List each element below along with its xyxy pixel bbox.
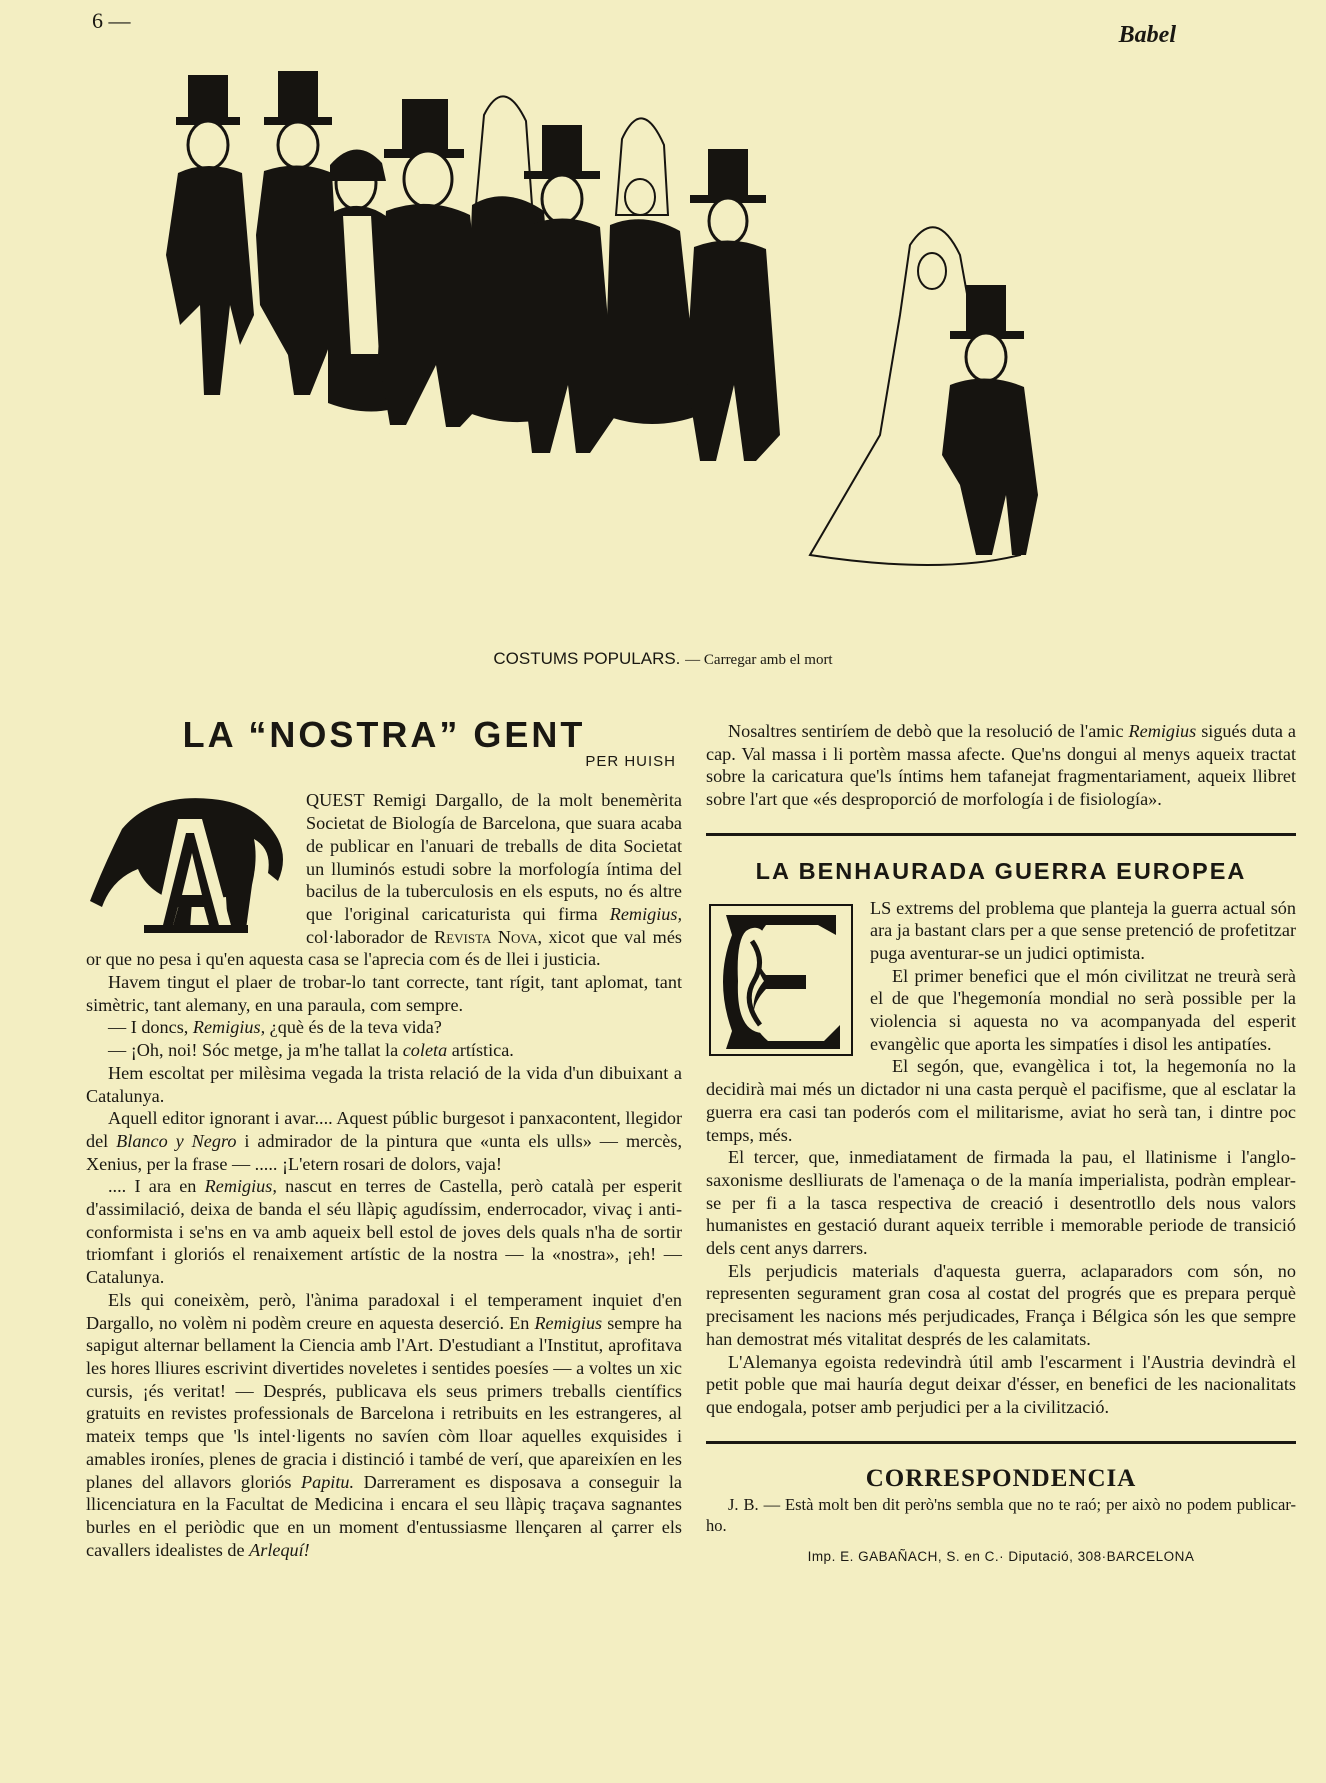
illustration-caption: [0, 649, 1326, 669]
article1-p3: [86, 1016, 682, 1039]
article1-p9: [706, 720, 1296, 811]
article1-p2: Havem tingut el plaer de trobar-lo tant correcte, tant rígit, tant aplomat, tant simètric, tant alemany, en una paraula, com sempre.: [86, 972, 682, 1015]
article1-p4-a: — ¡Oh, noi! Sóc metge, ja m'he tallat la: [108, 1040, 403, 1061]
article1-p6: [86, 1107, 682, 1175]
article1-p7-em: Remigius,: [204, 1176, 277, 1197]
article1-p8-em2: Papitu.: [300, 1471, 355, 1492]
correspondence-text: J. B. — Està molt ben dit però'ns sembla que no te raó; per això no podem publicar-ho.: [706, 1495, 1296, 1536]
article1-p1-em: Remigius,: [609, 903, 682, 924]
article1-p6-a: Aquell editor ignorant i avar.... Aquest públic burgesot i panxacontent, llegidor del: [86, 1108, 682, 1151]
elephant-letter-a-icon: [82, 789, 296, 939]
article1-p3-b: ¿què és de la teva vida?: [265, 1017, 442, 1038]
ornate-letter-e-icon: [706, 901, 856, 1059]
correspondence-title: CORRESPONDENCIA: [865, 1464, 1137, 1492]
article1-p8-c: Darrerament es disposava a conseguir la llicenciatura en la Facultat de Medicina i encara el seu llàpiç traçava sagnantes burles en el periòdic que en un moment d'entussiasme llençaren al çarrer els cavallers idealistes de: [86, 1471, 682, 1560]
article2-p4: El tercer, que, inmediatament de firmada la pau, el llatinisme i l'anglo-saxonisme deslliurats de l'amenaça o de la manía imperialista, podràn emplear-se per fi a la tasca respectiva de creació i desentrotllo dels nous valors humanistes en gestació durant aqueix terrible i memorable periode de transició dels cent anys darrers.: [706, 1147, 1296, 1259]
article-byline: PER HUISH: [585, 752, 676, 770]
article2-title: LA BENHAURADA GUERRA EUROPEA: [755, 857, 1247, 884]
article2-p3: El segón, que, evangèlica i tot, la hegemonía no la decidirà mai més un dictador ni una casta perquè el pacifisme, que al esclatar la guerra era casi tan poderós com el militarisme, aviat ho serà tan, i dintre poc temps, més.: [706, 1056, 1296, 1145]
article1-p7-a: .... I ara en: [108, 1176, 205, 1197]
article1-p8-em3: Arlequí!: [249, 1539, 310, 1560]
article1-p6-em: Blanco y Negro: [116, 1130, 237, 1151]
caricature-funeral-procession: [160, 55, 1160, 655]
article2-p2: El primer benefici que el món civilitzat ne treurà serà el de que l'hegemonía mondial no serà possible per la violencia si aquesta no va acompanyada del esperit evangèlic que aporta les simpatíes i disol les antipatíes.: [870, 965, 1296, 1054]
caption-sub: — Carregar amb el mort: [685, 652, 833, 668]
article1-p6-b: i admirador de la pintura que «unta els ulls» — mercès, Xenius, per la frase — ..... ¡L'etern rosari de dolors, vaja!: [86, 1130, 682, 1174]
article1-p3-a: — I doncs,: [108, 1017, 193, 1038]
article2-p1: LS extrems del problema que planteja la guerra actual són ara ja bastant clars per a que sense pretenció de profetitzar puga aventurar-se un judici optimista.: [870, 897, 1296, 963]
article2-p5: Els perjudicis materials d'aquesta guerra, aclaparadors com són, no representen segurament gran cosa al costat del progrés que es prepara perquè precisament les nacions més perjudicades, França i Bélgica són les que sempre han demostrat més vitalitat després de les calamitats.: [706, 1260, 1296, 1349]
article1-p8-em: Remigius: [534, 1312, 603, 1333]
article1-p1-sc: Revista Nova: [434, 926, 538, 947]
article-title: LA “NOSTRA” GENT: [182, 714, 586, 755]
article1-p7: [86, 1175, 682, 1289]
printer-imprint: Imp. E. GABAÑACH, S. en C.· Diputació, 308·BARCELONA: [807, 1549, 1195, 1565]
article1-p1-b: col·laborador de: [306, 926, 435, 947]
article1-p1: QUEST Remigi Dargallo, de la molt benemèrita Societat de Biología de Barcelona, que suara acaba de publicar en l'anuari de treballs de dita Societat un lluminós estudi sobre la morfología íntima del bacilus de la tuberculosis en els esputs, no és altre que l'original caricaturista qui firma: [306, 790, 682, 924]
article1-p4-em: coleta: [402, 1040, 448, 1061]
divider: [706, 833, 1296, 836]
article1-p9-em: Remigius: [1128, 721, 1197, 741]
article1-p3-em: Remigius,: [192, 1017, 266, 1038]
divider-2: [706, 1441, 1296, 1444]
article1-p8-b: sempre ha sapigut alternar bellament la Ciencia amb l'Art. D'estudiant a l'Institut, aprofitava les hores lliures escrivint divertides noveletes i sentides poesíes — a voltes un xic cursis, ¡és veritat! — Després, publicava els seus primers treballs científics gratuits en revistes professionals de Barcelona i retribuits en les estrangeres, al mateix temps que 'ls intel·ligents no savíen còm lloar aquelles exquisides i amables ironíes, plenes de gracia i distinció i també de verí, que apareixíen en les planes del allavors gloriós: [86, 1312, 682, 1492]
page-number: 6 —: [92, 8, 131, 33]
right-column: [706, 720, 1296, 1569]
article1-p8-a: Els qui coneixèm, però, l'ànima paradoxal i el temperament inquiet d'en Dargallo, no volèm ni podèm creure en aquesta deserció. En: [86, 1289, 682, 1333]
article1-p7-b: nascut en terres de Castella, però català per esperit d'assimilació, deixa de banda el séu llàpiç agudíssim, enderrocador, vivaç i anti-conformista i se'ns en va amb aqueix bell estol de joves dels quals n'ha de sortir triomfant i gloriós el renaixement artístic de la nostra — la «nostra», ¡eh! — Catalunya.: [86, 1176, 682, 1288]
article-nostra-gent: [86, 712, 682, 1561]
article1-p8: [86, 1289, 682, 1561]
caption-main: COSTUMS POPULARS.: [493, 649, 681, 668]
article2-p6: L'Alemanya egoista redevindrà útil amb l'escarment i l'Austria devindrà el petit poble que mai hauría degut deixar d'ésser, en benefici de les nacionalitats que endogala, potser amb perjudici per a la civilització.: [706, 1351, 1296, 1417]
article1-p5: Hem escoltat per milèsima vegada la trista relació de la vida d'un dibuixant a Catalunya.: [86, 1062, 682, 1106]
article1-p4: [86, 1039, 682, 1062]
article1-p9-b: sigués duta a cap. Val massa i li portèm massa afecte. Que'ns dongui al menys aqueix tractat sobre la caricatura que'ls íntims hem tafanejat fragmentariament, aqueix llibret sobre l'art que «és desproporció de morfología i de fisiología».: [706, 721, 1296, 810]
article1-p1-c: , xicot que val més or que no pesa i qu'en aquesta casa se l'aprecia com és de llei i justicia.: [86, 926, 682, 970]
masthead: Babel: [1118, 22, 1176, 48]
article1-p4-b: artística.: [447, 1040, 514, 1061]
article1-p9-a: Nosaltres sentiríem de debò que la resolució de l'amic: [728, 721, 1129, 741]
